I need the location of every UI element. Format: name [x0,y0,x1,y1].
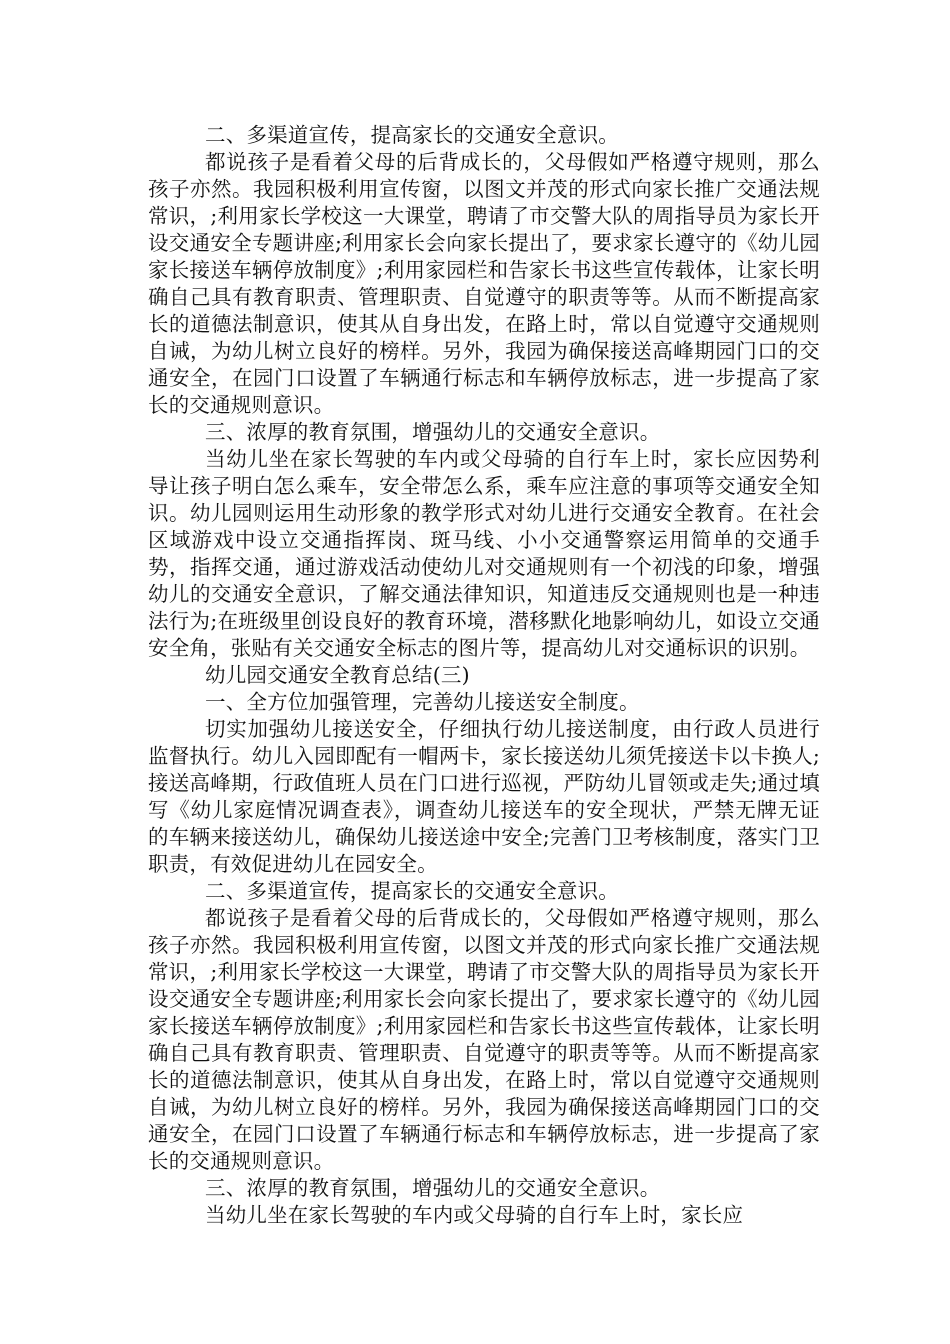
body-paragraph: 都说孩子是看着父母的后背成长的，父母假如严格遵守规则，那么孩子亦然。我园积极利用宣传窗，以图文并茂的形式向家长推广交通法规常识，;利用家长学校这一大课堂，聘请了市交警大队的周指导员为家长开设交通安全专题讲座;利用家长会向家长提出了，要求家长遵守的《幼儿园家长接送车辆停放制度》;利用家园栏和告家长书这些宣传载体，让家长明确自己具有教育职责、管理职责、自觉遵守的职责等等。从而不断提高家长的道德法制意识，使其从自身出发，在路上时，常以自觉遵守交通规则自诫，为幼儿树立良好的榜样。另外，我园为确保接送高峰期园门口的交通安全，在园门口设置了车辆通行标志和车辆停放标志，进一步提高了家长的交通规则意识。 [148,150,820,417]
body-paragraph: 当幼儿坐在家长驾驶的车内或父母骑的自行车上时，家长应因势利导让孩子明白怎么乘车，安全带怎么系，乘车应注意的事项等交通安全知识。幼儿园则运用生动形象的教学形式对幼儿进行交通安全教育。在社会区域游戏中设立交通指挥岗、斑马线、小小交通警察运用简单的交通手势，指挥交通，通过游戏活动使幼儿对交通规则有一个初浅的印象，增强幼儿的交通安全意识，了解交通法律知识，知道违反交通规则也是一种违法行为;在班级里创设良好的教育环境，潜移默化地影响幼儿，如设立交通安全角，张贴有关交通安全标志的图片等，提高幼儿对交通标识的识别。 [148,447,820,660]
section-heading: 一、全方位加强管理，完善幼儿接送安全制度。 [205,690,640,714]
section-heading: 二、多渠道宣传，提高家长的交通安全意识。 [205,879,619,903]
document-subtitle: 幼儿园交通安全教育总结(三) [205,663,470,687]
body-paragraph: 都说孩子是看着父母的后背成长的，父母假如严格遵守规则，那么孩子亦然。我园积极利用宣传窗，以图文并茂的形式向家长推广交通法规常识，;利用家长学校这一大课堂，聘请了市交警大队的周指导员为家长开设交通安全专题讲座;利用家长会向家长提出了，要求家长遵守的《幼儿园家长接送车辆停放制度》;利用家园栏和告家长书这些宣传载体，让家长明确自己具有教育职责、管理职责、自觉遵守的职责等等。从而不断提高家长的道德法制意识，使其从自身出发，在路上时，常以自觉遵守交通规则自诫，为幼儿树立良好的榜样。另外，我园为确保接送高峰期园门口的交通安全，在园门口设置了车辆通行标志和车辆停放标志，进一步提高了家长的交通规则意识。 [148,906,820,1173]
section-heading: 三、浓厚的教育氛围，增强幼儿的交通安全意识。 [205,1176,661,1200]
document-page [148,122,820,1229]
section-heading: 三、浓厚的教育氛围，增强幼儿的交通安全意识。 [205,420,661,444]
body-paragraph: 切实加强幼儿接送安全，仔细执行幼儿接送制度，由行政人员进行监督执行。幼儿入园即配有一帽两卡，家长接送幼儿须凭接送卡以卡换人;接送高峰期，行政值班人员在门口进行巡视，严防幼儿冒领或走失;通过填写《幼儿家庭情况调查表》，调查幼儿接送车的安全现状，严禁无牌无证的车辆来接送幼儿，确保幼儿接送途中安全;完善门卫考核制度，落实门卫职责，有效促进幼儿在园安全。 [148,717,820,876]
body-paragraph: 当幼儿坐在家长驾驶的车内或父母骑的自行车上时，家长应 [205,1203,744,1227]
section-heading: 二、多渠道宣传，提高家长的交通安全意识。 [205,123,619,147]
